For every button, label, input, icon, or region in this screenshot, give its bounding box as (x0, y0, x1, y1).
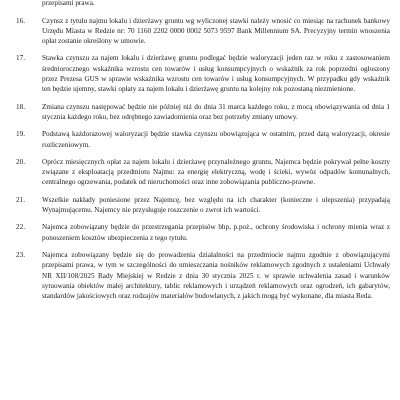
paragraph-number: 17. (16, 54, 25, 63)
paragraph-22 (16, 222, 390, 243)
paragraph-text: Czynsz z tytułu najmu lokalu i dzierżawy gruntu wg wyliczonej stawki należy wnosić co miesiąc na rachunek bankowy Urzędu Miasta w Redzie nr: 70 1160 2202 0000 0002 5073 9597 Bank Millennium SA. Precyzyjny termin wnoszenia opłat zostanie określony w umowie. (42, 16, 390, 46)
document-body (16, 0, 390, 301)
paragraph-text: Najemca zobowiązany będzie do przestrzegania przepisów bhp, p.poż., ochrony środowiska i ochrony mienia wraz z ponoszeniem kosztów ubezpieczenia z tego tytułu. (42, 223, 390, 242)
paragraph-20 (16, 157, 390, 188)
paragraph-text: przepisami prawa. (42, 0, 95, 8)
paragraph-number: 18. (16, 102, 25, 111)
paragraph-number: 21. (16, 195, 25, 204)
paragraph-15-tail (16, 0, 390, 9)
paragraph-number: 23. (16, 250, 25, 259)
paragraph-16 (16, 16, 390, 47)
paragraph-number: 19. (16, 130, 25, 139)
paragraph-text: Stawka czynszu za najem lokalu i dzierżawę gruntu podlegać będzie waloryzacji jeden raz w roku z zastosowaniem średniorocznego wskaźnika wzrostu cen towarów i usług konsumpcyjnych o wskaźnik za rok poprzedni ogłoszony przez Prezesa GUS w sprawie wskaźnika wzrostu cen towarów i usług konsumpcyjnych. W przypadku gdy wskaźnik ten będzie ujemny, stawki opłaty za najem lokalu i dzierżawę gruntu na kolejny rok pozostaną niezmienione. (42, 54, 390, 94)
paragraph-text: Wszelkie nakłady poniesione przez Najemcę, bez względu na ich charakter (konieczne i ulepszenia) przypadają Wynajmującemu. Najemcy nie przysługuje roszczenie o zwrot ich wartości. (42, 195, 390, 215)
paragraph-21 (16, 195, 390, 216)
paragraph-text: Zmiana czynszu następować będzie nie później niż do dnia 31 marca każdego roku, z mocą obowiązywania od dnia 1 stycznia każdego roku, bez odrębnego zawiadomienia oraz bez potrzeby zmiany umowy. (42, 102, 390, 121)
paragraph-23 (16, 250, 390, 301)
paragraph-number: 22. (16, 223, 25, 232)
paragraph-19 (16, 129, 390, 150)
paragraph-text: Oprócz miesięcznych opłat za najem lokalu i dzierżawę przynależnego gruntu, Najemca będzie pokrywał pełne koszty związane z eksploatacją przedmiotu Najmu: za energię elektryczną, wodę i ścieki, wywóz odpadów komunalnych, centralnego ogrzewania, podatek od nieruchomości oraz inne zobowiązania publiczno-prawne. (42, 157, 390, 187)
paragraph-number: 20. (16, 157, 25, 166)
paragraph-18 (16, 102, 390, 123)
paragraph-number: 16. (16, 16, 25, 25)
paragraph-text: Podstawą każdorazowej waloryzacji będzie stawka czynszu obowiązująca w ostatnim, przed datą waloryzacji, okresie rozliczeniowym. (42, 130, 390, 149)
paragraph-17 (16, 53, 390, 94)
paragraph-text: Najemca zobowiązany będzie się do prowadzenia działalności na przedmiocie najmu zgodnie z obowiązującymi przepisami prawa, w tym w szczególności do umieszczania nośników reklamowych zgodnych z ustaleniami Uchwały NR XII/108/2025 Rady Miejskiej w Redzie z dnia 30 stycznia 2025 r. w sprawie uchwalenia zasad i warunków sytuowania obiektów małej architektury, tablic reklamowych i urządzeń reklamowych oraz ogrodzeń, ich gabarytów, standardów jakościowych oraz rodzajów materiałów budowlanych, z jakich mogą być wykonane, dla miasta Reda. (42, 250, 390, 301)
